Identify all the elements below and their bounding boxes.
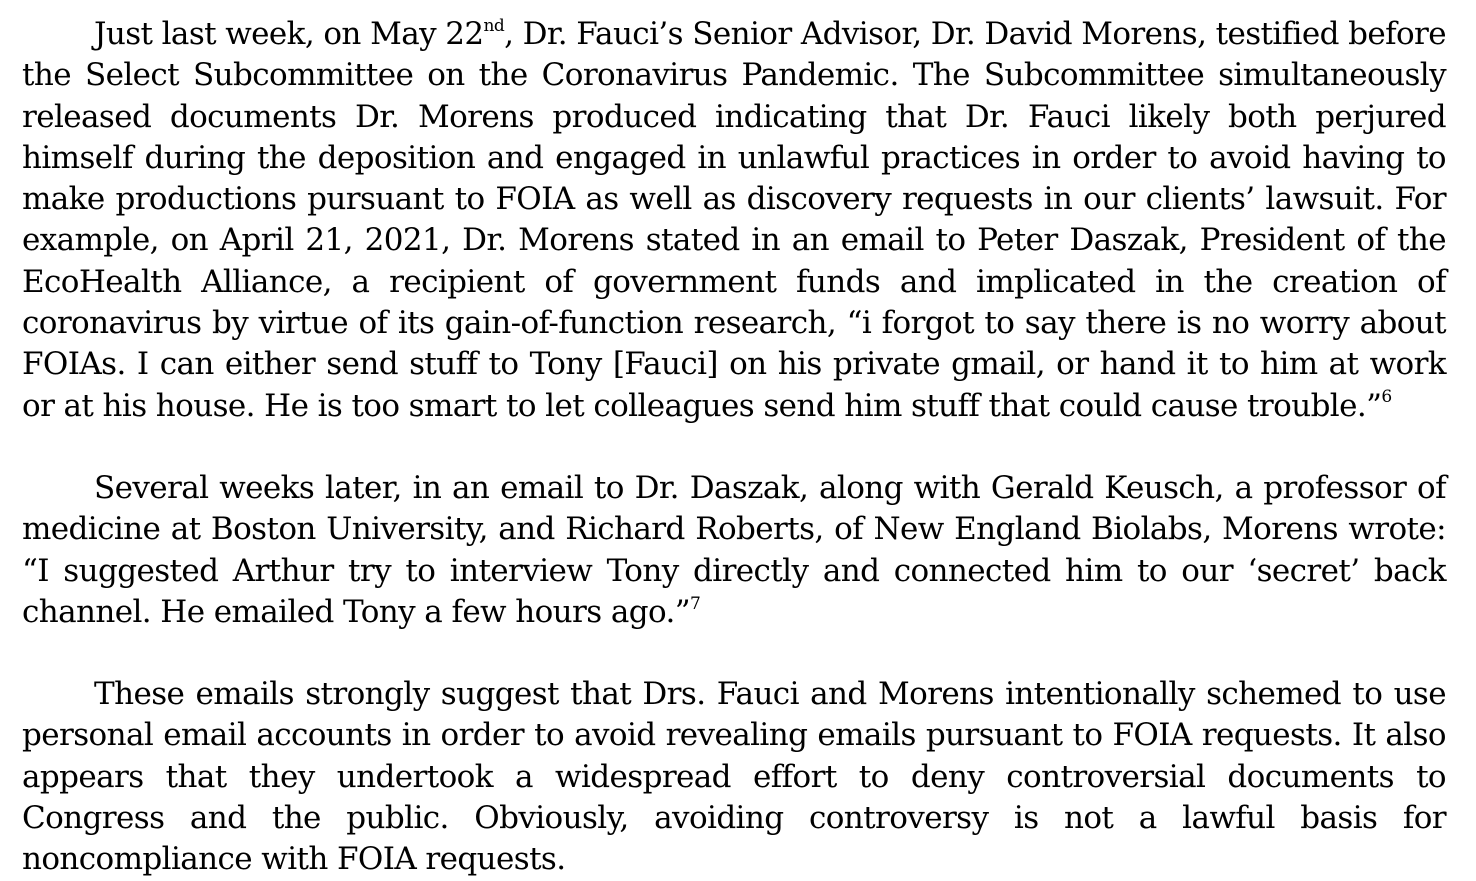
document-page <box>22 14 1446 881</box>
ordinal-suffix: nd <box>483 15 505 36</box>
footnote-marker-6: 6 <box>1381 387 1392 408</box>
paragraph-text: Several weeks later, in an email to Dr. Daszak, along with Gerald Keusch, a professor of medicine at Boston University, and Richard Roberts, of New England Biolabs, Morens wrote: “I suggested Arthur try to interview Tony directly and connected him to our ‘secret’ back channel. He emailed Tony a few hours ago.” <box>22 469 1446 630</box>
paragraph-morens-testimony <box>22 14 1446 427</box>
paragraph-secret-back-channel <box>22 468 1446 633</box>
paragraph-text: , Dr. Fauci’s Senior Advisor, Dr. David Morens, testified before the Select Subcommittee on the Coronavirus Pandemic. The Subcommittee simultaneously released documents Dr. Morens produced indicating that Dr. Fauci likely both perjured himself during the deposition and engaged in unlawful practices in order to avoid having to make productions pursuant to FOIA as well as discovery requests in our clients’ lawsuit. For example, on April 21, 2021, Dr. Morens stated in an email to Peter Daszak, President of the EcoHealth Alliance, a recipient of government funds and implicated in the creation of coronavirus by virtue of its gain-of-function research, “i forgot to say there is no worry about FOIAs. I can either send stuff to Tony [Fauci] on his private gmail, or hand it to him at work or at his house. He is too smart to let colleagues send him stuff that could cause trouble.” <box>22 16 1447 424</box>
paragraph-conclusion <box>22 674 1446 880</box>
paragraph-text: These emails strongly suggest that Drs. Fauci and Morens intentionally schemed to use personal email accounts in order to avoid revealing emails pursuant to FOIA requests. It also appears that they undertook a widespread effort to deny controversial documents to Congress and the public. Obviously, avoiding controversy is not a lawful basis for noncompliance with FOIA requests. <box>22 676 1446 878</box>
paragraph-text: Just last week, on May 22 <box>94 16 484 52</box>
footnote-marker-7: 7 <box>689 593 701 614</box>
